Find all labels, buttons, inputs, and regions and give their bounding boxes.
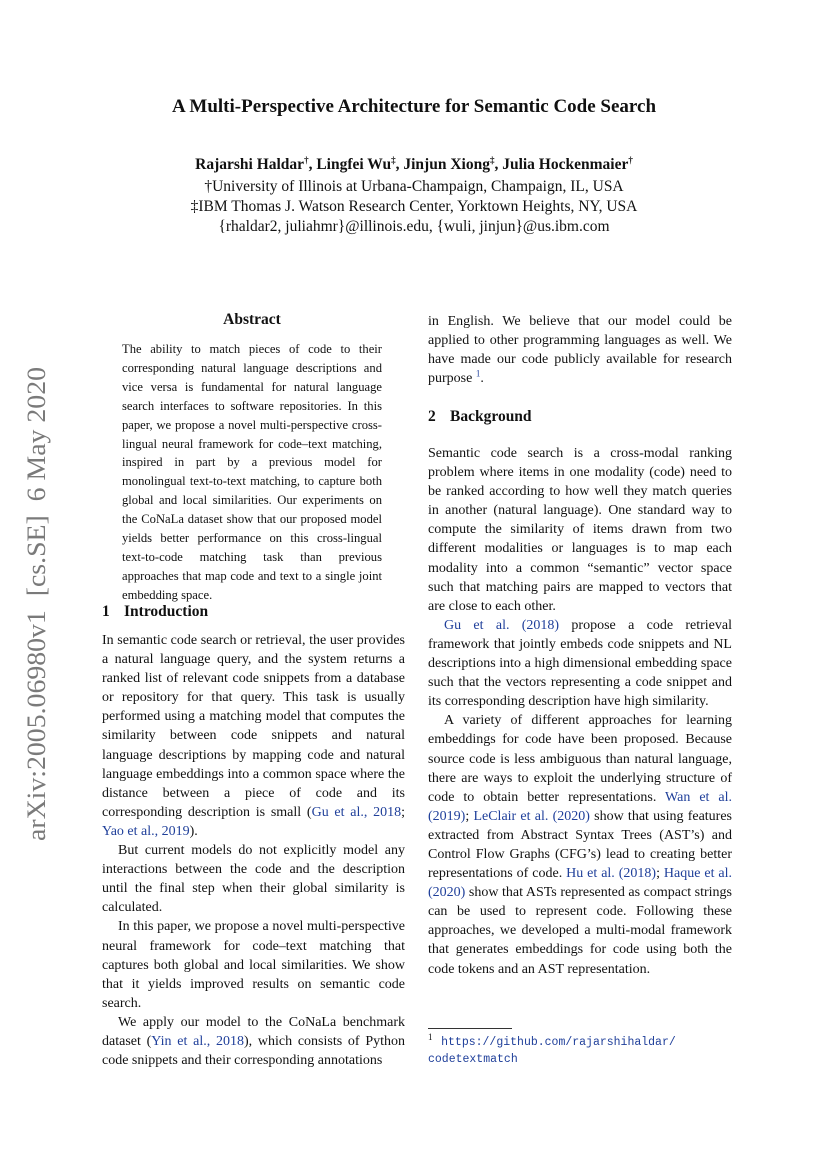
text-run: . [480, 371, 484, 387]
section-heading-introduction [102, 603, 208, 621]
paper-title: A Multi-Perspective Architecture for Semantic Code Search [171, 96, 657, 117]
abstract-text: The ability to match pieces of code to their corresponding natural language descriptions and vice versa is fundamental for natural language search interfaces to software repositories. In this paper, we propose a novel multi-perspective cross-lingual neural framework for code–text matching, inspired in part by a previous model for monolingual text-to-text matching, to capture both global and local similarities. Our experiments on the CoNaLa dataset show that our proposed model yields better performance on this cross-lingual text-to-code matching task than previous approaches that map code and text to a single joint embedding space. [122, 342, 382, 602]
text-run: ), which consists of Python code snippets and their corresponding annotations [102, 1033, 406, 1069]
abstract-heading: Abstract [223, 311, 281, 328]
text-run: We apply our model to the CoNaLa benchmark dataset ( [102, 1014, 405, 1049]
arxiv-sidebar [12, 365, 58, 841]
citation-link[interactable]: Wan et al. (2019) [428, 789, 733, 824]
text-run: ). [189, 823, 198, 839]
author-name: Rajarshi Haldar [195, 156, 305, 173]
text-run: ; [401, 804, 405, 820]
background-body [428, 444, 732, 979]
footnote-url-link[interactable]: https://github.com/rajarshihaldar/ [441, 1036, 676, 1049]
text-run: ; [656, 866, 664, 882]
affiliation-uiuc: †University of Illinois at Urbana-Champaign, Champaign, IL, USA [204, 178, 624, 195]
author-affiliation-mark: † [628, 154, 633, 165]
citation-link[interactable]: Gu et al., 2018 [311, 804, 402, 820]
paragraph: In this paper, we propose a novel multi-perspective neural framework for code–text matching that captures both global and local similarities. We show that it yields improved results on semantic code search. [102, 919, 405, 1011]
citation-link[interactable]: Yao et al., 2019 [102, 823, 190, 839]
paragraph [428, 711, 732, 978]
author-name: Jinjun Xiong [403, 156, 490, 173]
text-run: A variety of different approaches for learning embeddings for code have been proposed. Because source code is less ambiguous than natural language, there are ways to exploit the underlying structure of code to obtain better representations. [428, 713, 732, 805]
paragraph [428, 616, 732, 711]
arxiv-identifier: arXiv:2005.06980v1 [cs.SE] 6 May 2020 [22, 397, 51, 841]
author-affiliation-mark: ‡ [489, 154, 495, 165]
text-run: show that using features extracted from Abstract Syntax Trees (AST’s) and Control Flow Graphs (CFG’s) lead to creating better representations of code. [428, 808, 733, 882]
author-list: Rajarshi Haldar†, Lingfei Wu‡, Jinjun Xiong‡, Julia Hockenmaier† [195, 154, 633, 173]
author-emails: {rhaldar2, juliahmr}@illinois.edu, {wuli, jinjun}@us.ibm.com [218, 218, 610, 235]
introduction-continuation [428, 312, 732, 388]
footnote-ref-link[interactable]: 1 [475, 368, 481, 379]
paragraph [102, 631, 405, 841]
introduction-body [102, 631, 405, 1070]
author-name: Julia Hockenmaier [502, 156, 629, 173]
footnote-url-link[interactable]: codetextmatch [428, 1053, 518, 1066]
affiliation-ibm: ‡IBM Thomas J. Watson Research Center, Yorktown Heights, NY, USA [190, 198, 638, 215]
text-run: ; [465, 808, 474, 824]
paragraph: But current models do not explicitly model any interactions between the code and the description until the final step when their global similarity is calculated. [102, 843, 405, 916]
text-run: show that ASTs represented as compact strings can be used to represent code. Following these approaches, we developed a multi-modal framework that generates embeddings for code using both the code tokens and an AST representation. [428, 885, 732, 977]
footnote-divider [428, 1028, 512, 1029]
author-affiliation-mark: † [304, 154, 309, 165]
text-run: propose a code retrieval framework that jointly embeds code snippets and NL descriptions into a high dimensional embedding space such that the vectors representing a code snippet and its corresponding description have high similarity. [428, 617, 732, 710]
paragraph [428, 312, 732, 388]
section-heading-background [428, 408, 532, 426]
text-run: In semantic code search or retrieval, the user provides a natural language query, and the system returns a ranked list of relevant code snippets from a database or repository for that query. This task is usually performed using a matching model that computes the similarity between code snippets and natural language descriptions by mapping code and natural language embeddings into a common space where the distance between a piece of code and its corresponding description is small ( [102, 633, 405, 820]
section-number: 2 [428, 408, 436, 425]
section-title: Background [450, 408, 532, 425]
section-title: Introduction [124, 603, 209, 620]
author-name: Lingfei Wu [316, 156, 392, 173]
footnote-mark: 1 [428, 1032, 433, 1043]
paragraph [102, 1013, 405, 1070]
citation-link[interactable]: LeClair et al. (2020) [473, 808, 590, 824]
text-run: in English. We believe that our model could be applied to other programming languages as well. We have made our code publicly available for research purpose [428, 314, 732, 387]
paragraph: Semantic code search is a cross-modal ranking problem where items in one modality (code) need to be ranked according to how well they match queries in another (natural language). One standard way to compute the similarity of items drawn from two different modalities or languages is to map each modality into a common “semantic” vector space such that matching pairs are mapped to vectors that are close to each other. [428, 446, 732, 614]
footnote [428, 1034, 733, 1068]
citation-link[interactable]: Haque et al. (2020) [428, 866, 732, 901]
section-number: 1 [102, 603, 110, 620]
citation-link[interactable]: Yin et al., 2018 [151, 1033, 244, 1049]
citation-link[interactable]: Hu et al. (2018) [566, 866, 657, 882]
citation-link[interactable]: Gu et al. (2018) [444, 617, 560, 633]
author-affiliation-mark: ‡ [391, 154, 396, 165]
